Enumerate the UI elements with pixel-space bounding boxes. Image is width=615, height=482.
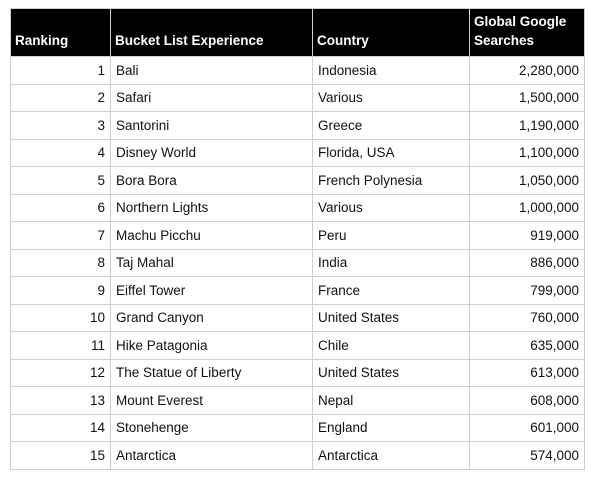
header-searches-line1: Global Google <box>474 14 567 29</box>
cell-ranking: 12 <box>11 359 111 387</box>
table-row <box>11 442 585 470</box>
cell-experience: Antarctica <box>111 442 313 470</box>
cell-ranking: 9 <box>11 277 111 305</box>
cell-ranking: 3 <box>11 112 111 140</box>
cell-experience: Machu Picchu <box>111 222 313 250</box>
table-row <box>11 222 585 250</box>
cell-experience: Disney World <box>111 139 313 167</box>
cell-experience: Mount Everest <box>111 387 313 415</box>
cell-country: India <box>313 249 470 277</box>
header-searches-line2: Searches <box>474 33 535 48</box>
cell-searches: 601,000 <box>470 414 585 442</box>
cell-ranking: 4 <box>11 139 111 167</box>
cell-country: France <box>313 277 470 305</box>
table-header <box>11 9 585 57</box>
cell-country: Various <box>313 194 470 222</box>
table-row <box>11 139 585 167</box>
cell-searches: 1,100,000 <box>470 139 585 167</box>
table-row <box>11 387 585 415</box>
cell-experience: Eiffel Tower <box>111 277 313 305</box>
cell-experience: Stonehenge <box>111 414 313 442</box>
cell-ranking: 2 <box>11 84 111 112</box>
table-body <box>11 57 585 470</box>
table-row <box>11 194 585 222</box>
cell-ranking: 5 <box>11 167 111 195</box>
cell-searches: 1,050,000 <box>470 167 585 195</box>
cell-experience: Taj Mahal <box>111 249 313 277</box>
cell-country: England <box>313 414 470 442</box>
cell-searches: 919,000 <box>470 222 585 250</box>
table-row <box>11 277 585 305</box>
cell-experience: Hike Patagonia <box>111 332 313 360</box>
header-country: Country <box>313 9 470 57</box>
cell-experience: Bali <box>111 57 313 85</box>
cell-country: Greece <box>313 112 470 140</box>
bucket-list-table-container <box>10 8 584 470</box>
cell-country: Peru <box>313 222 470 250</box>
cell-searches: 1,500,000 <box>470 84 585 112</box>
cell-searches: 2,280,000 <box>470 57 585 85</box>
header-experience: Bucket List Experience <box>111 9 313 57</box>
cell-country: United States <box>313 359 470 387</box>
cell-ranking: 14 <box>11 414 111 442</box>
cell-country: Antarctica <box>313 442 470 470</box>
cell-ranking: 15 <box>11 442 111 470</box>
cell-searches: 608,000 <box>470 387 585 415</box>
cell-country: Nepal <box>313 387 470 415</box>
cell-country: Various <box>313 84 470 112</box>
table-row <box>11 414 585 442</box>
header-ranking: Ranking <box>11 9 111 57</box>
cell-searches: 1,000,000 <box>470 194 585 222</box>
cell-country: Florida, USA <box>313 139 470 167</box>
cell-searches: 635,000 <box>470 332 585 360</box>
table-row <box>11 167 585 195</box>
cell-searches: 886,000 <box>470 249 585 277</box>
table-row <box>11 304 585 332</box>
table-row <box>11 359 585 387</box>
cell-experience: Grand Canyon <box>111 304 313 332</box>
header-row <box>11 9 585 57</box>
cell-ranking: 6 <box>11 194 111 222</box>
cell-country: United States <box>313 304 470 332</box>
cell-country: Chile <box>313 332 470 360</box>
table-row <box>11 112 585 140</box>
bucket-list-table <box>10 8 585 470</box>
cell-experience: The Statue of Liberty <box>111 359 313 387</box>
cell-searches: 1,190,000 <box>470 112 585 140</box>
cell-searches: 613,000 <box>470 359 585 387</box>
table-row <box>11 249 585 277</box>
cell-ranking: 10 <box>11 304 111 332</box>
cell-experience: Santorini <box>111 112 313 140</box>
cell-ranking: 7 <box>11 222 111 250</box>
cell-ranking: 8 <box>11 249 111 277</box>
table-row <box>11 84 585 112</box>
table-row <box>11 57 585 85</box>
cell-ranking: 13 <box>11 387 111 415</box>
cell-ranking: 11 <box>11 332 111 360</box>
header-searches <box>470 9 585 57</box>
cell-searches: 760,000 <box>470 304 585 332</box>
cell-country: Indonesia <box>313 57 470 85</box>
cell-experience: Northern Lights <box>111 194 313 222</box>
cell-country: French Polynesia <box>313 167 470 195</box>
cell-experience: Bora Bora <box>111 167 313 195</box>
cell-ranking: 1 <box>11 57 111 85</box>
cell-experience: Safari <box>111 84 313 112</box>
cell-searches: 799,000 <box>470 277 585 305</box>
table-row <box>11 332 585 360</box>
cell-searches: 574,000 <box>470 442 585 470</box>
